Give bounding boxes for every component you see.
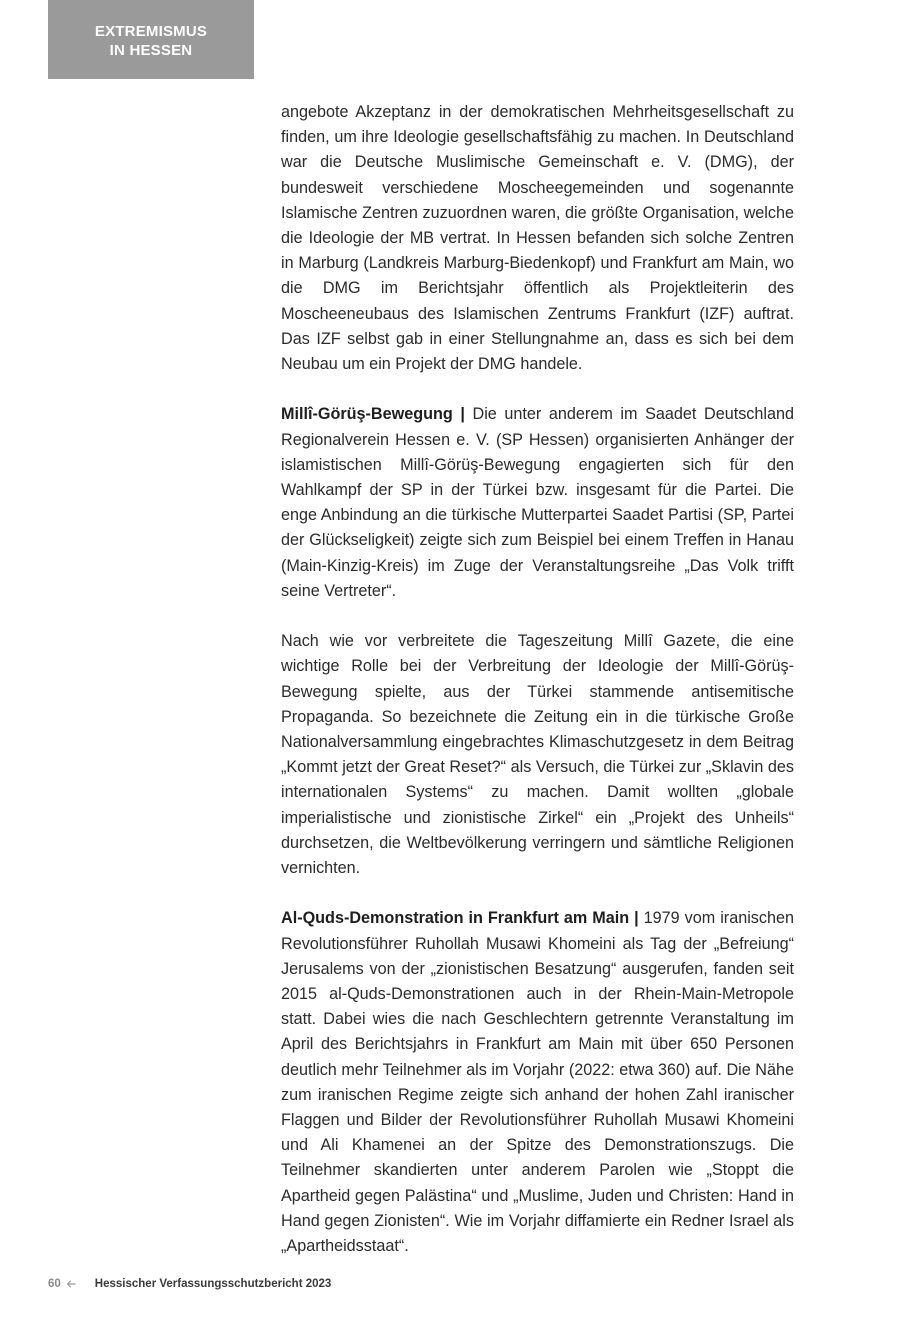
chapter-tab: [48, 0, 254, 79]
section-heading-milli-gorus: Millî-Görüş-Bewegung |: [281, 405, 465, 424]
page-footer: [48, 1278, 331, 1290]
paragraph-milli-gorus-text: Die unter anderem im Saadet Deutschland Regionalverein Hessen e. V. (SP Hessen) organisierten Anhänger der islamistischen Millî-Görüş-Bewegung engagierten sich für den Wahlkampf der SP in der Türkei bzw. insgesamt für die Partei. Die enge Anbindung an die türkische Mutterpartei Saadet Partisi (SP, Partei der Glückseligkeit) zeigte sich zum Beispiel bei einem Treffen in Hanau (Main-Kinzig-Kreis) im Zuge der Veranstaltungsreihe „Das Volk trifft seine Vertreter“.: [281, 405, 794, 600]
paragraph-intro: [281, 100, 794, 377]
paragraph-intro-text: angebote Akzeptanz in der demokratischen Mehrheitsgesellschaft zu finden, um ihre Ideologie gesellschaftsfähig zu machen. In Deutschland war die Deutsche Muslimische Gemeinschaft e. V. (DMG), der bundesweit verschiedene Moscheegemeinden und sogenannte Islamische Zentren zuzuordnen waren, die größte Organisation, welche die Ideologie der MB vertrat. In Hessen befanden sich solche Zentren in Marburg (Landkreis Marburg-Biedenkopf) und Frankfurt am Main, wo die DMG im Berichtsjahr öffentlich als Projektleiterin des Moscheeneubaus des Islamischen Zentrums Frankfurt (IZF) auftrat. Das IZF selbst gab in einer Stellungnahme an, dass es sich bei dem Neubau um ein Projekt der DMG handele.: [281, 103, 794, 374]
page-number: 60: [48, 1278, 61, 1290]
chapter-title-line2: IN HESSEN: [109, 41, 193, 59]
paragraph-al-quds: [281, 906, 794, 1259]
paragraph-milli-gazete-text: Nach wie vor verbreitete die Tageszeitung Millî Gazete, die eine wichtige Rolle bei der Verbreitung der Ideologie der Millî-Görüş-Bewegung spielte, aus der Türkei stammende antisemitische Propaganda. So bezeichnete die Zeitung ein in die türkische Große Nationalversammlung eingebrachtes Klimaschutzgesetz in dem Beitrag „Kommt jetzt der Great Reset?“ als Versuch, die Türkei zur „Sklavin des internationalen Systems“ zu machen. Damit wollten „globale imperialistische und zionistische Zirkel“ ein „Projekt des Unheils“ durchsetzen, die Weltbevölkerung verringern und sämtliche Religionen vernichten.: [281, 632, 794, 878]
paragraph-al-quds-text: 1979 vom iranischen Revolutionsführer Ruhollah Musawi Khomeini als Tag der „Befreiung“ Jerusalems von der „zionistischen Besatzung“ ausgerufen, fanden seit 2015 al-Quds-Demonstrationen auch in der Rhein-Main-Metropole statt. Dabei wies die nach Geschlechtern getrennte Veranstaltung im April des Berichtsjahrs in Frankfurt am Main mit über 650 Personen deutlich mehr Teilnehmer als im Vorjahr (2022: etwa 360) auf. Die Nähe zum iranischen Regime zeigte sich anhand der hohen Zahl iranischer Flaggen und Bilder der Revolutionsführer Ruhollah Musawi Khomeini und Ali Khamenei an der Spitze des Demonstrationszugs. Die Teilnehmer skandierten unter anderem Parolen wie „Stoppt die Apartheid gegen Palästina“ und „Muslime, Juden und Christen: Hand in Hand gegen Zionisten“. Wie im Vorjahr diffamierte ein Redner Israel als „Apartheidsstaat“.: [281, 909, 794, 1256]
publication-title: Hessischer Verfassungsschutzbericht 2023: [94, 1278, 332, 1290]
paragraph-milli-gazete: [281, 629, 794, 881]
chapter-title-line1: EXTREMISMUS: [94, 22, 208, 40]
paragraph-milli-gorus: [281, 402, 794, 604]
section-heading-al-quds: Al-Quds-Demonstration in Frankfurt am Main |: [281, 909, 639, 928]
main-text: [281, 100, 794, 1259]
arrow-left-icon[interactable]: [66, 1279, 76, 1289]
